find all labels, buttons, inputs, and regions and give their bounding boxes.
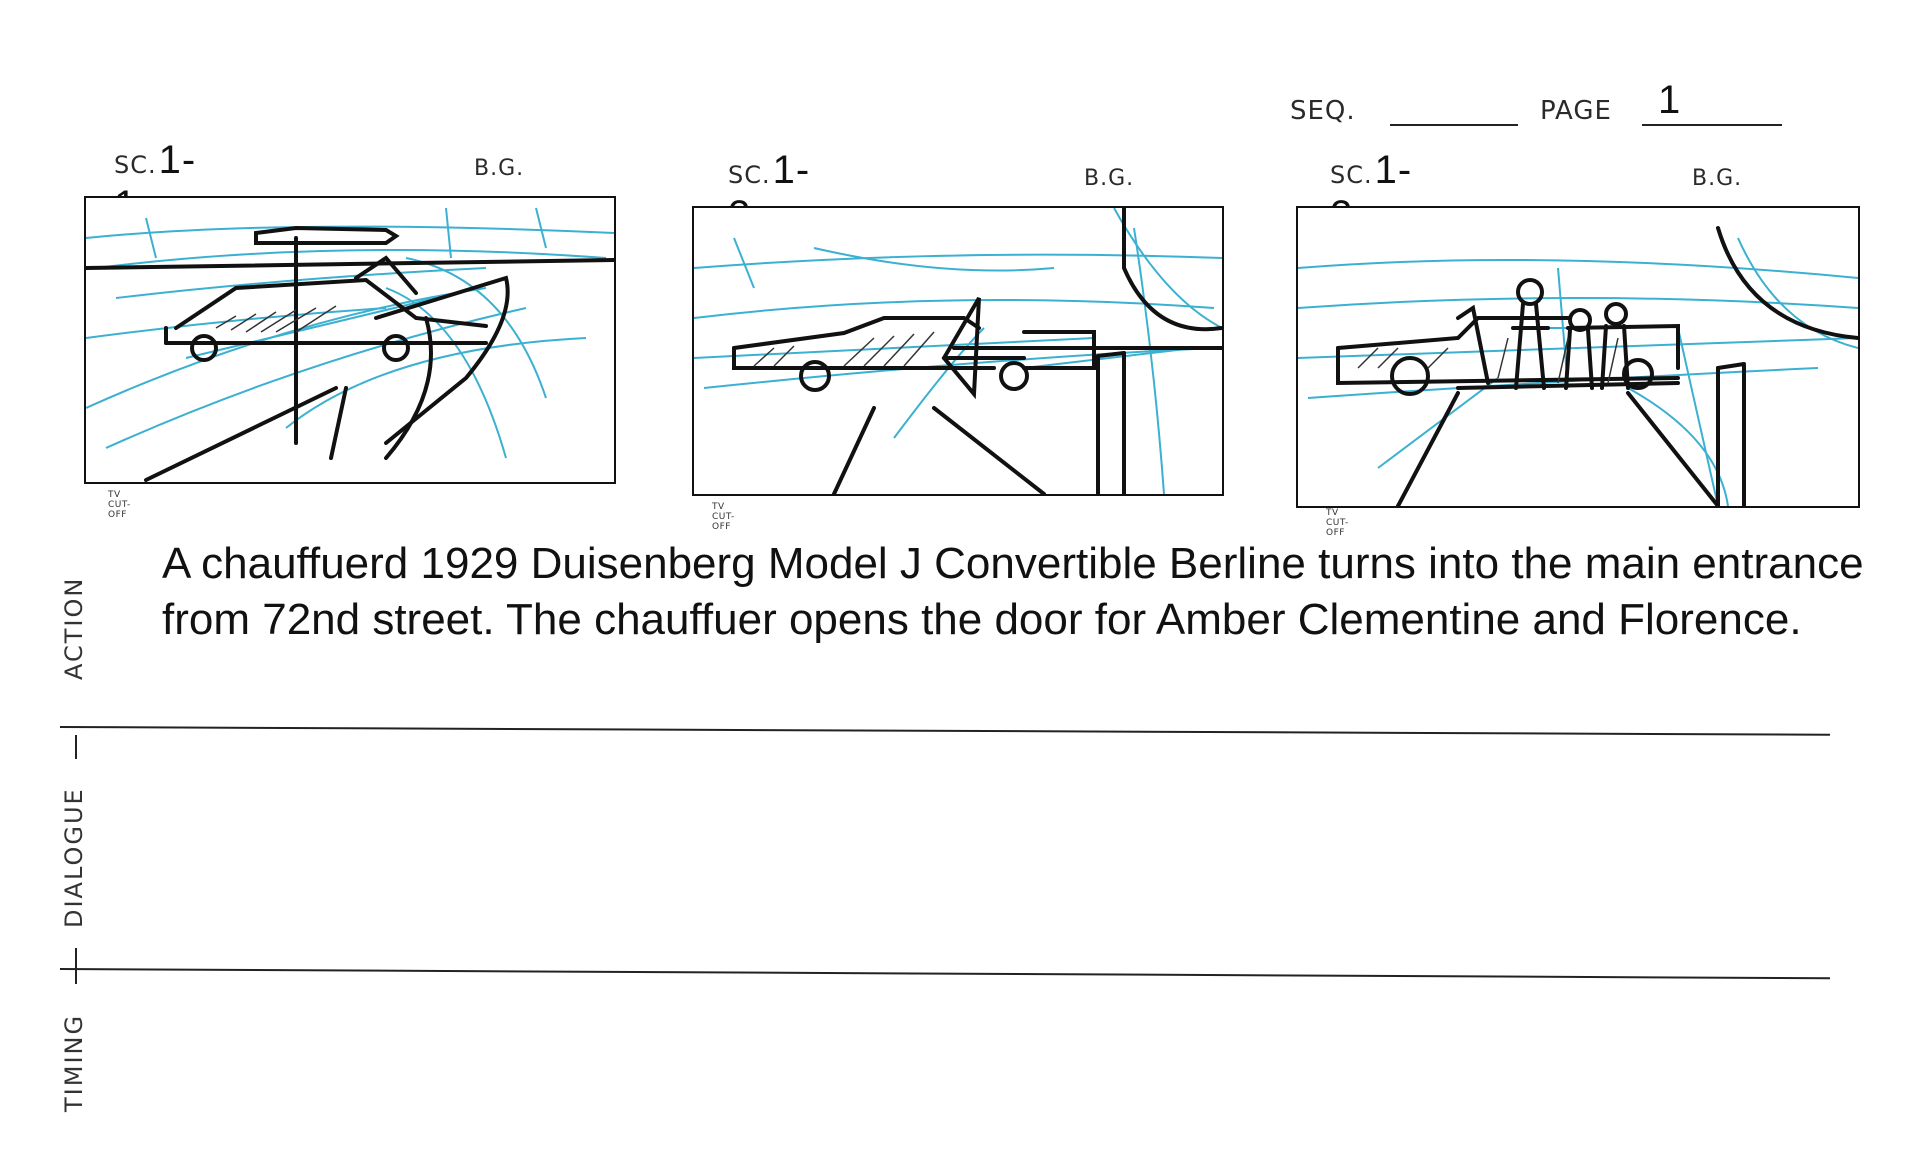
bg-label: B.G.: [474, 156, 525, 181]
car-arriving-entrance-sketch: [694, 208, 1222, 494]
divider-tick: [75, 735, 77, 759]
scene-number: 1-: [772, 148, 811, 192]
action-dialogue-divider: [60, 726, 1830, 736]
page-blank-line: [1642, 124, 1782, 126]
panel-sketch-frame: [692, 206, 1224, 496]
divider-tick: [75, 948, 77, 984]
timing-section-label: TIMING: [60, 1013, 88, 1112]
seq-label: SEQ.: [1290, 96, 1356, 126]
action-description: A chauffuerd 1929 Duisenberg Model J Convertible Berline turns into the main entrance from 72nd street. The chauffuer opens the door for Amber Clementine and Florence.: [162, 539, 1864, 644]
dialogue-timing-divider: [60, 968, 1830, 979]
chauffeur-opens-door-sketch: [1298, 208, 1858, 506]
tv-cutoff-label: TV CUT-OFF: [1326, 508, 1349, 538]
tv-cutoff-label: TV CUT-OFF: [108, 490, 131, 520]
panel-sketch-frame: [84, 196, 616, 484]
bg-label: B.G.: [1084, 166, 1135, 191]
scene-prefix: SC.: [1330, 161, 1373, 189]
seq-blank-line: [1390, 124, 1518, 126]
dialogue-section-label: DIALOGUE: [60, 787, 88, 928]
sequence-page-header: [1290, 78, 1810, 128]
street-corner-car-sketch: [86, 198, 614, 482]
bg-label: B.G.: [1692, 166, 1743, 191]
timing-content-area: [162, 990, 1822, 1130]
scene-number: 1-: [1374, 148, 1413, 192]
page-label: PAGE: [1540, 96, 1612, 126]
page-number: 1: [1658, 78, 1681, 122]
action-section-label: ACTION: [60, 576, 88, 680]
scene-prefix: SC.: [728, 161, 771, 189]
scene-number: 1-: [158, 138, 197, 182]
dialogue-content-area: [162, 750, 1822, 950]
panel-sketch-frame: [1296, 206, 1860, 508]
tv-cutoff-label: TV CUT-OFF: [712, 502, 735, 532]
scene-prefix: SC.: [114, 151, 157, 179]
